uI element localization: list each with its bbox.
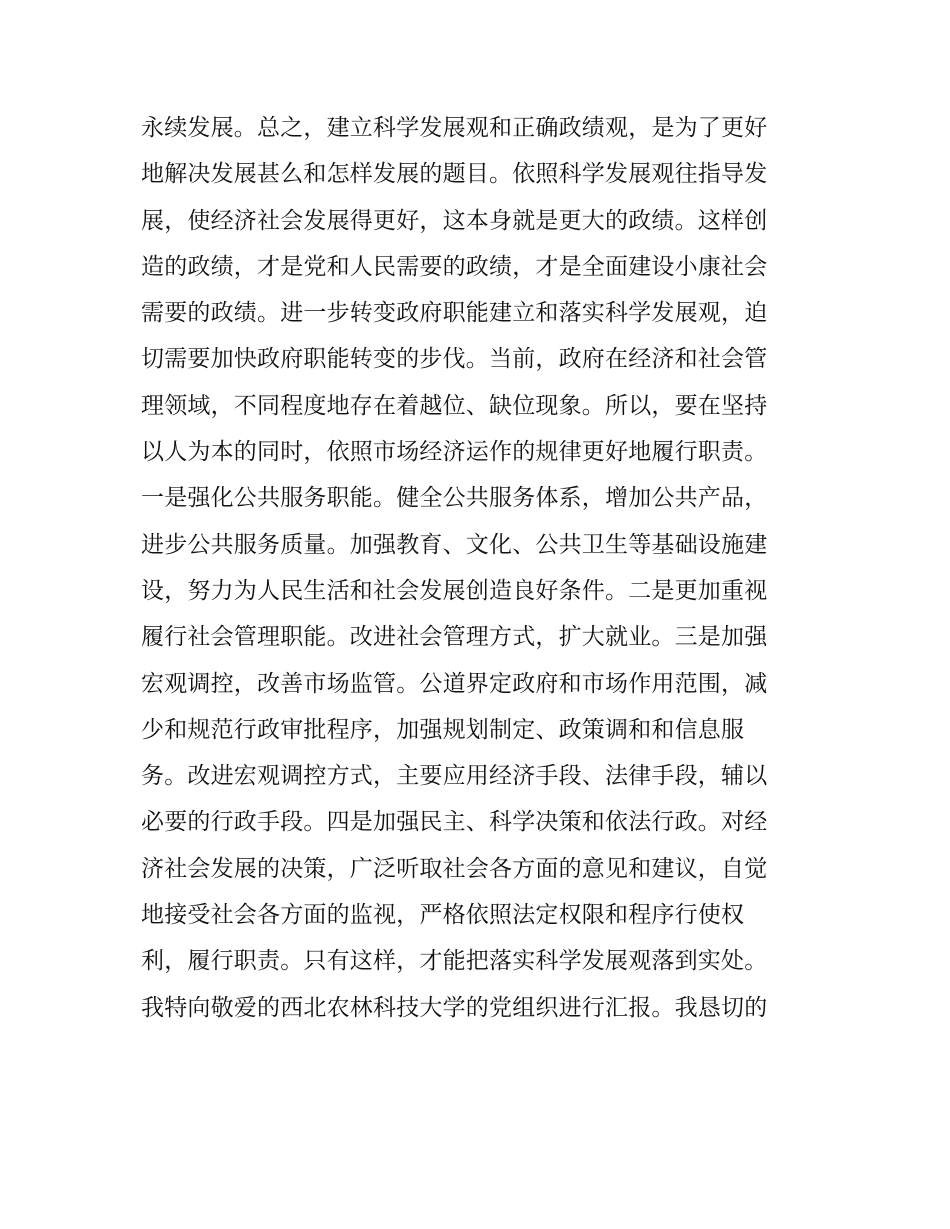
- text-line: 履行社会管理职能。改进社会管理方式，扩大就业。三是加强: [141, 624, 768, 651]
- text-line: 切需要加快政府职能转变的步伐。当前，政府在经济和社会管: [141, 346, 768, 373]
- body-paragraph: [141, 105, 821, 1031]
- text-line: 需要的政绩。进一步转变政府职能建立和落实科学发展观，迫: [141, 300, 768, 327]
- text-line: 理领域，不同程度地存在着越位、缺位现象。所以，要在坚持: [141, 392, 768, 419]
- text-line: 造的政绩，才是党和人民需要的政绩，才是全面建设小康社会: [141, 253, 768, 280]
- text-line: 进步公共服务质量。加强教育、文化、公共卫生等基础设施建: [141, 531, 768, 558]
- text-line: 以人为本的同时，依照市场经济运作的规律更好地履行职责。: [141, 439, 768, 466]
- text-line: 地接受社会各方面的监视，严格依照法定权限和程序行使权: [141, 902, 745, 929]
- text-line: 永续发展。总之，建立科学发展观和正确政绩观，是为了更好: [141, 115, 768, 141]
- text-line: 务。改进宏观调控方式，主要应用经济手段、法律手段，辅以: [141, 763, 768, 790]
- text-line: 一是强化公共服务职能。健全公共服务体系，增加公共产品，: [141, 485, 768, 512]
- text-line: 设，努力为人民生活和社会发展创造良好条件。二是更加重视: [141, 577, 768, 604]
- text-line: 展，使经济社会发展得更好，这本身就是更大的政绩。这样创: [141, 207, 768, 234]
- text-line: 地解决发展甚么和怎样发展的题目。依照科学发展观往指导发: [141, 161, 768, 188]
- text-line: 少和规范行政审批程序，加强规划制定、政策调和和信息服: [141, 716, 745, 743]
- text-line: 必要的行政手段。四是加强民主、科学决策和依法行政。对经: [141, 809, 768, 836]
- text-line: 济社会发展的决策，广泛听取社会各方面的意见和建议，自觉: [141, 855, 768, 882]
- text-line: 宏观调控，改善市场监管。公道界定政府和市场作用范围，减: [141, 670, 768, 697]
- text-line: 利，履行职责。只有这样，才能把落实科学发展观落到实处。: [141, 948, 768, 975]
- text-line: 我特向敬爱的西北农林科技大学的党组织进行汇报。我恳切的: [141, 994, 768, 1021]
